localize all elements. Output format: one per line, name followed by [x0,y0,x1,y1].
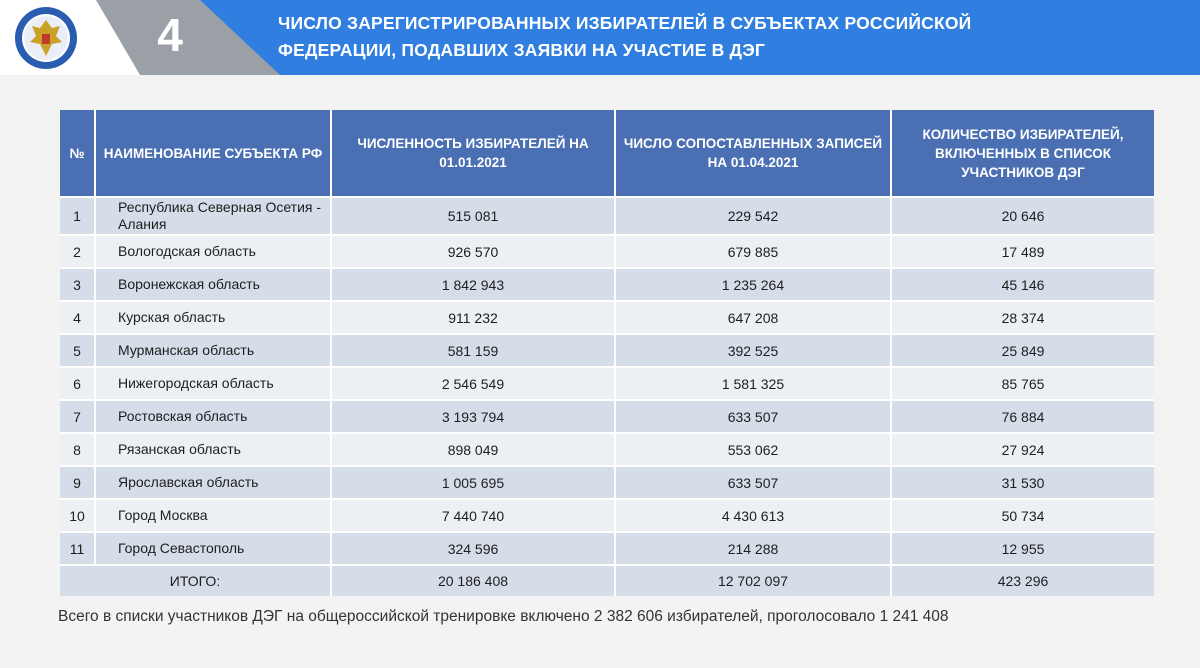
table-row [60,234,1154,267]
matched-count: 4 430 613 [616,498,892,531]
row-number: 3 [60,267,96,300]
region-name: Город Севастополь [96,531,332,564]
col-header-matched: ЧИСЛО СОПОСТАВЛЕННЫХ ЗАПИСЕЙ НА 01.04.2021 [616,110,892,196]
deg-voters-count: 20 646 [892,196,1154,234]
deg-voters-count: 76 884 [892,399,1154,432]
voters-count: 1 842 943 [332,267,616,300]
row-number: 9 [60,465,96,498]
table-row [60,267,1154,300]
table-row [60,196,1154,234]
col-header-voters: ЧИСЛЕННОСТЬ ИЗБИРАТЕЛЕЙ НА 01.01.2021 [332,110,616,196]
voters-count: 898 049 [332,432,616,465]
voters-count: 7 440 740 [332,498,616,531]
matched-count: 1 235 264 [616,267,892,300]
region-name: Ростовская область [96,399,332,432]
voters-count: 515 081 [332,196,616,234]
row-number: 11 [60,531,96,564]
table-row [60,366,1154,399]
total-matched: 12 702 097 [616,564,892,596]
voters-count: 1 005 695 [332,465,616,498]
region-name: Нижегородская область [96,366,332,399]
col-header-region: НАИМЕНОВАНИЕ СУБЪЕКТА РФ [96,110,332,196]
matched-count: 1 581 325 [616,366,892,399]
cik-emblem-icon [14,6,78,70]
deg-voters-count: 27 924 [892,432,1154,465]
row-number: 7 [60,399,96,432]
table-row [60,300,1154,333]
matched-count: 229 542 [616,196,892,234]
deg-voters-count: 25 849 [892,333,1154,366]
total-voters: 20 186 408 [332,564,616,596]
table-row [60,399,1154,432]
voters-table [60,110,1154,596]
row-number: 8 [60,432,96,465]
deg-voters-count: 50 734 [892,498,1154,531]
region-name: Мурманская область [96,333,332,366]
voters-count: 926 570 [332,234,616,267]
matched-count: 679 885 [616,234,892,267]
row-number: 2 [60,234,96,267]
title-line-2: ФЕДЕРАЦИИ, ПОДАВШИХ ЗАЯВКИ НА УЧАСТИЕ В ДЭГ [278,40,765,60]
deg-voters-count: 28 374 [892,300,1154,333]
deg-voters-count: 85 765 [892,366,1154,399]
table-total-row [60,564,1154,596]
row-number: 1 [60,196,96,234]
total-deg-voters: 423 296 [892,564,1154,596]
matched-count: 392 525 [616,333,892,366]
region-name: Воронежская область [96,267,332,300]
matched-count: 633 507 [616,399,892,432]
col-header-deg-voters: КОЛИЧЕСТВО ИЗБИРАТЕЛЕЙ, ВКЛЮЧЕННЫХ В СПИСОК УЧАСТНИКОВ ДЭГ [892,110,1154,196]
voters-count: 324 596 [332,531,616,564]
region-name: Город Москва [96,498,332,531]
table-row [60,498,1154,531]
region-name: Ярославская область [96,465,332,498]
voters-count: 911 232 [332,300,616,333]
slide-number: 4 [157,9,183,61]
row-number: 4 [60,300,96,333]
deg-voters-count: 45 146 [892,267,1154,300]
region-name: Республика Северная Осетия - Алания [96,196,332,234]
matched-count: 553 062 [616,432,892,465]
deg-voters-count: 12 955 [892,531,1154,564]
region-name: Рязанская область [96,432,332,465]
row-number: 5 [60,333,96,366]
page-title [278,10,1178,64]
deg-voters-count: 31 530 [892,465,1154,498]
row-number: 10 [60,498,96,531]
footer-summary: Всего в списки участников ДЭГ на общероссийской тренировке включено 2 382 606 избирателей, проголосовало 1 241 408 [58,608,949,625]
matched-count: 214 288 [616,531,892,564]
table-row [60,333,1154,366]
voters-count: 3 193 794 [332,399,616,432]
table-row [60,465,1154,498]
matched-count: 633 507 [616,465,892,498]
voters-count: 2 546 549 [332,366,616,399]
title-line-1: ЧИСЛО ЗАРЕГИСТРИРОВАННЫХ ИЗБИРАТЕЛЕЙ В СУБЪЕКТАХ РОССИЙСКОЙ [278,13,972,33]
deg-voters-count: 17 489 [892,234,1154,267]
table-row [60,531,1154,564]
voters-count: 581 159 [332,333,616,366]
region-name: Вологодская область [96,234,332,267]
region-name: Курская область [96,300,332,333]
col-header-number: № [60,110,96,196]
table-header-row [60,110,1154,196]
table-row [60,432,1154,465]
slide-header [0,0,1200,75]
matched-count: 647 208 [616,300,892,333]
row-number: 6 [60,366,96,399]
total-label: ИТОГО: [60,564,332,596]
